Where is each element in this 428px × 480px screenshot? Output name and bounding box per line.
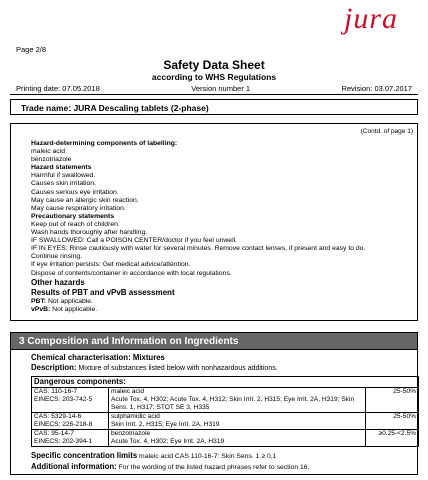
substance-cell [109, 413, 366, 430]
specific-limits-label: Specific concentration limits [31, 451, 138, 460]
cas-number: CAS: 110-16-7 [34, 388, 78, 395]
substance-cell [109, 430, 366, 447]
pbt-label: PBT: [31, 297, 47, 305]
trade-name-box [10, 99, 418, 115]
trade-name: JURA Descaling tablets (2-phase) [73, 103, 209, 113]
precautionary-heading: Precautionary statements [31, 212, 115, 220]
description-value: Mixture of substances listed below with nonhazardous additions. [76, 365, 278, 372]
precautionary-statement: IF IN EYES: Rinse cautiously with water for several minutes. Remove contact lenses, if present and easy to do. [31, 245, 366, 253]
other-hazards-heading: Other hazards [31, 277, 85, 287]
percentage-cell: ≥0.25-<2.5% [366, 430, 419, 447]
precautionary-statement: Continue rinsing. [31, 253, 83, 261]
section-3-heading: 3 Composition and Information on Ingredients [10, 332, 418, 350]
hazard-statement: May cause an allergic skin reaction. [31, 196, 139, 204]
component-item: maleic acid [31, 148, 65, 156]
cas-cell [32, 430, 109, 447]
substance-cell [109, 388, 366, 413]
document-subtitle: according to WHS Regulations [151, 72, 277, 82]
cas-cell [32, 413, 109, 430]
additional-info-line [31, 462, 309, 471]
precautionary-statement: If eye irritation persists: Get medical advice/attention. [31, 261, 191, 269]
additional-info-label: Additional information: [31, 462, 117, 471]
header-divider [10, 94, 418, 95]
substance-classification: Skin Irrit. 2, H315; Eye Irrit. 2A, H319 [111, 421, 220, 428]
cas-number: CAS: 95-14-7 [34, 430, 74, 437]
pbt-line [31, 298, 365, 306]
hazard-statement: Causes serious eye irritation. [31, 188, 119, 196]
jura-logo: jura [343, 2, 398, 35]
specific-limits-line [31, 451, 276, 460]
continued-note: (Contd. of page 1) [360, 128, 413, 135]
table-row [32, 388, 419, 413]
precautionary-statement: Dispose of contents/container in accordance with local regulations. [31, 269, 232, 277]
einecs-number: EINECS: 202-394-1 [34, 438, 93, 445]
section-3-box [10, 350, 418, 475]
precautionary-statement: Keep out of reach of children. [31, 220, 120, 228]
pbt-heading: Results of PBT and vPvB assessment [31, 287, 175, 297]
additional-info-value: For the wording of the listed hazard phrases refer to section 16. [116, 464, 310, 471]
description-line [31, 363, 278, 372]
einecs-number: EINECS: 226-218-8 [34, 421, 93, 428]
char-heading: Chemical characterisation: Mixtures [31, 353, 165, 362]
cas-cell [32, 388, 109, 413]
substance-name: sulphamidic acid [111, 413, 160, 420]
substance-classification: Acute Tox. 4, H302; Eye Irrit. 2A, H319 [111, 438, 225, 445]
section-2-box [10, 123, 418, 321]
document-title: Safety Data Sheet [163, 58, 265, 72]
percentage-cell: 25-50% [366, 413, 419, 430]
substance-name: benzotriazole [111, 430, 151, 437]
cas-number: CAS: 5329-14-6 [34, 413, 82, 420]
trade-name-label: Trade name: [21, 103, 74, 113]
substance-name: maleic acid [111, 388, 144, 395]
table-row [32, 430, 419, 447]
revision-date: Revision: 03.07.2017 [341, 84, 412, 93]
table-row [32, 413, 419, 430]
hazard-statement: Harmful if swallowed. [31, 172, 96, 180]
hazard-statements-heading: Hazard statements [31, 164, 92, 172]
section-2-content [31, 140, 365, 314]
component-item: benzotriazole [31, 156, 72, 164]
printing-date: Printing date: 07.05.2018 [16, 84, 100, 93]
components-table [31, 376, 419, 447]
page-number: Page 2/8 [16, 45, 47, 54]
precautionary-statement: Wash hands thoroughly after handling. [31, 229, 148, 237]
percentage-cell: 25-50% [366, 388, 419, 413]
specific-limits-value: maleic acid CAS 110-16-7: Skin Sens. 1 ≥ 0,1 [137, 453, 277, 460]
chemical-characterisation [31, 353, 165, 362]
substance-classification: Acute Tox. 4, H302; Acute Tox. 4, H312; Skin Irrit. 2, H315; Eye Irrit. 2A, H319; Skin Sens. 1, H317; STOT SE 3, H335 [111, 396, 355, 411]
vpvb-label: vPvB: [31, 305, 51, 313]
hazard-components-heading: Hazard-determining components of labelling: [31, 140, 178, 147]
vpvb-line [31, 306, 365, 314]
precautionary-statement: IF SWALLOWED: Call a POISON CENTER/doctor if you feel unwell. [31, 237, 237, 245]
version-number: Version number 1 [191, 84, 251, 93]
meta-line [16, 84, 412, 93]
hazard-statement: Causes skin irritation. [31, 180, 96, 188]
pbt-value: Not applicable. [46, 297, 93, 305]
einecs-number: EINECS: 203-742-5 [34, 396, 93, 403]
vpvb-value: Not applicable. [50, 305, 98, 313]
description-label: Description: [31, 363, 77, 372]
dangerous-components-heading: Dangerous components: [32, 377, 419, 388]
hazard-statement: May cause respiratory irritation. [31, 204, 126, 212]
